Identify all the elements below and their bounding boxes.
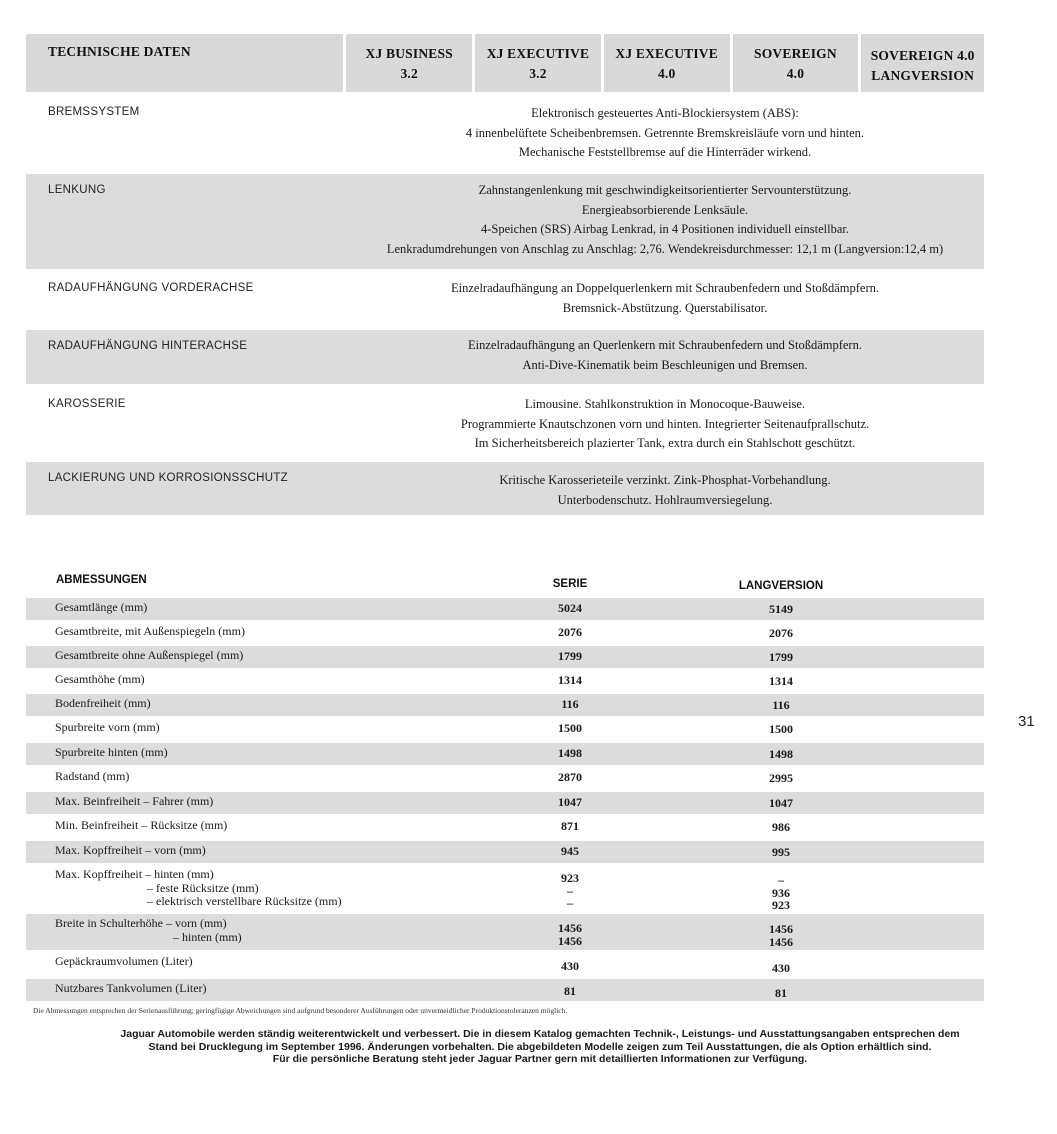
spec-table-title: TECHNISCHE DATEN [26,34,343,92]
table-row: Max. Beinfreiheit – Fahrer (mm) 1047 1047 [26,792,984,814]
model-header-xj-executive-32: XJ EXECUTIVE 3.2 [475,34,601,92]
page-number: 31 [1018,713,1035,730]
spec-description: Zahnstangenlenkung mit geschwindigkeitsorientierter Servounterstützung. Energieabsorbierende Lenksäule. 4-Speichen (SRS) Airbag Lenkrad, in 4 Positionen individuell einstellbar. Lenkradumdrehungen von Anschlag zu Anschlag: 2,76. Wendekreisdurchmesser: 12,1 m (Langversion:12,4 m) [386,183,944,256]
spec-description: Limousine. Stahlkonstruktion in Monocoque-Bauweise. Programmierte Knautschzonen vorn und hinten. Integrierter Seitenaufprallschutz. Im Sicherheitsbereich plazierter Tank, extra durch ein Stahlschott geschützt. [460,397,870,450]
table-row: Gesamtbreite ohne Außenspiegel (mm) 1799 1799 [26,646,984,668]
spec-label: BREMSSYSTEM [48,106,140,118]
table-row: Min. Beinfreiheit – Rücksitze (mm) 871 986 [55,818,790,834]
dimensions-header [26,572,984,596]
spec-label: RADAUFHÄNGUNG VORDERACHSE [48,282,254,294]
model-header-sovereign-40-langversion: SOVEREIGN 4.0 LANGVERSION [861,34,984,92]
dimensions-title: ABMESSUNGEN [56,574,147,586]
table-row: Radstand (mm) 2870 2995 [55,769,793,785]
column-header-langversion: LANGVERSION [738,580,824,592]
table-row: Spurbreite vorn (mm) 1500 1500 [55,720,793,736]
spec-row-lenkung [26,174,984,269]
model-header-sovereign-40: SOVEREIGN 4.0 [733,34,859,92]
spec-label: LACKIERUNG UND KORROSIONSSCHUTZ [48,472,288,484]
spec-row-lackierung [26,462,984,515]
table-row: Breite in Schulterhöhe – vorn (mm) – hinten (mm) 1456 1456 1456 1456 [26,914,984,950]
spec-row-bremssystem [26,96,984,170]
model-header-xj-executive-40: XJ EXECUTIVE 4.0 [604,34,730,92]
table-row: Gesamthöhe (mm) 1314 1314 [55,672,793,688]
model-header-xj-business-32: XJ BUSINESS 3.2 [346,34,472,92]
table-row: Spurbreite hinten (mm) 1498 1498 [26,743,984,765]
spec-label: LENKUNG [48,184,106,196]
spec-row-radaufhaengung-vorderachse [26,272,984,327]
spec-table-header [26,34,984,92]
table-row: Gepäckraumvolumen (Liter) 430 430 [55,954,790,975]
spec-description: Kritische Karosserieteile verzinkt. Zink-Phosphat-Vorbehandlung. Unterbodenschutz. Hohlraumversiegelung. [499,473,831,507]
spec-row-radaufhaengung-hinterachse [26,330,984,384]
table-row: Gesamtlänge (mm) 5024 5149 [26,598,984,620]
table-row: Nutzbares Tankvolumen (Liter) 81 81 [26,979,984,1001]
table-row: Gesamtbreite, mit Außenspiegeln (mm) 2076 2076 [55,624,793,640]
spec-description: Einzelradaufhängung an Doppelquerlenkern mit Schraubenfedern und Stoßdämpfern. Bremsnick-Abstützung. Querstabilisator. [451,281,879,315]
table-row: Max. Kopffreiheit – hinten (mm) – feste Rücksitze (mm) – elektrisch verstellbare Rücksitze (mm) 923 – – – 936 923 [55,867,790,912]
column-header-serie: SERIE [552,578,588,590]
spec-description: Einzelradaufhängung an Querlenkern mit Schraubenfedern und Stoßdämpfern. Anti-Dive-Kinematik beim Beschleunigen und Bremsen. [468,338,862,372]
dimensions-footnote: Die Abmessungen entsprechen der Serienausführung; geringfügige Abweichungen sind aufgrund besonderer Ausführungen oder unvermeidlicher Produktionstoleranzen möglich. [33,1006,568,1015]
spec-row-karosserie [26,388,984,458]
spec-label: KAROSSERIE [48,398,126,410]
spec-label: RADAUFHÄNGUNG HINTERACHSE [48,340,248,352]
disclaimer-text: Jaguar Automobile werden ständig weiterentwickelt und verbessert. Die in diesem Katalog gemachten Technik-, Leistungs- und Ausstattungsangaben entsprechen dem Stand bei Drucklegung im September 1996. Änderungen vorbehalten. Die abgebildeten Modelle zeigen zum Teil Ausstattungen, die als Option erhältlich sind. Für die persönliche Beratung steht jeder Jaguar Partner gern mit detaillierten Informationen zur Verfügung. [120,1028,960,1065]
table-row: Bodenfreiheit (mm) 116 116 [26,694,984,716]
spec-description: Elektronisch gesteuertes Anti-Blockiersystem (ABS): 4 innenbelüftete Scheibenbremsen. Getrennte Bremskreisläufe vorn und hinten. Mechanische Feststellbremse auf die Hinterräder wirkend. [465,106,865,159]
table-row: Max. Kopffreiheit – vorn (mm) 945 995 [26,841,984,863]
